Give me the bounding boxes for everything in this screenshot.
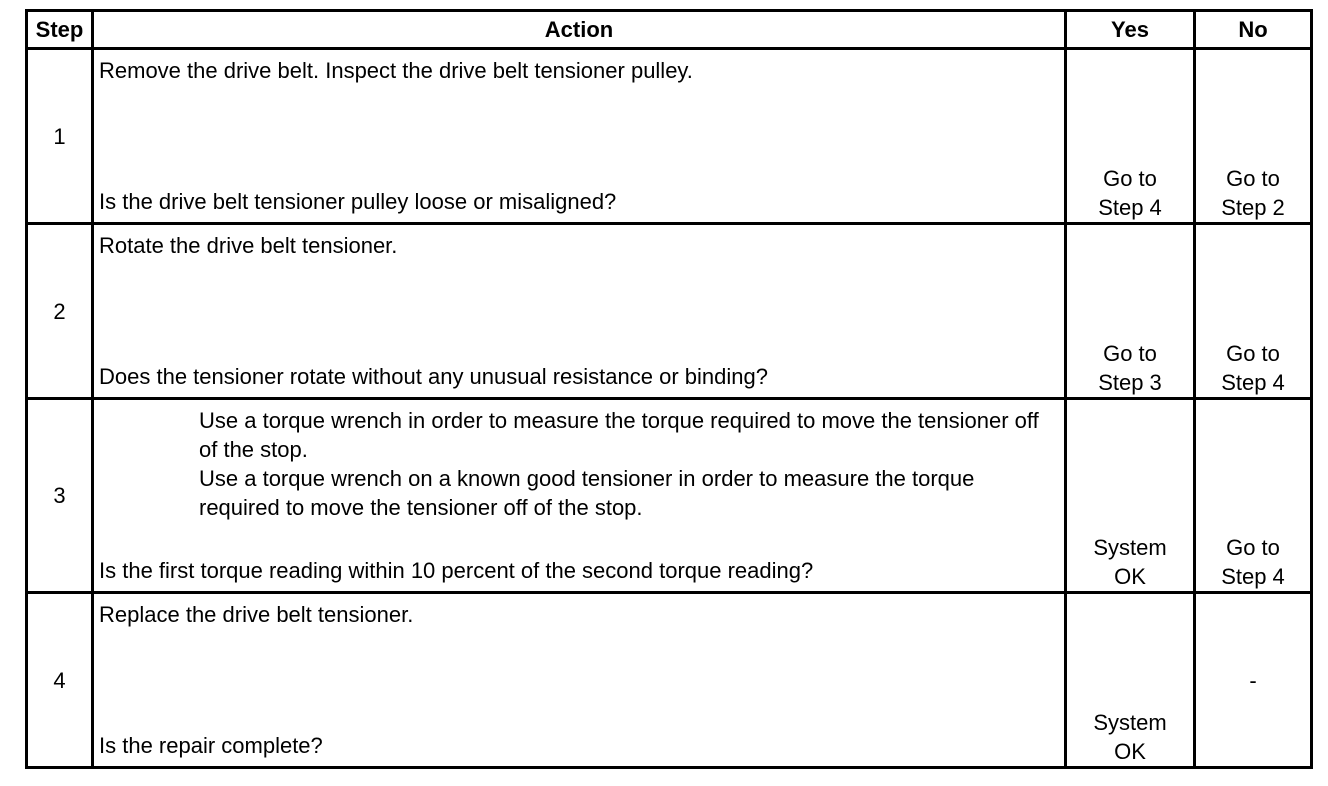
header-no: No xyxy=(1195,11,1312,49)
no-line: Step 2 xyxy=(1221,195,1285,220)
no-line: Go to xyxy=(1226,341,1280,366)
table-row xyxy=(27,224,1312,399)
header-yes: Yes xyxy=(1066,11,1195,49)
action-cell xyxy=(93,224,1066,399)
action-question: Is the repair complete? xyxy=(99,733,323,758)
no-line: Go to xyxy=(1226,166,1280,191)
action-instruction: Replace the drive belt tensioner. xyxy=(99,602,414,627)
no-line: Go to xyxy=(1226,535,1280,560)
yes-cell xyxy=(1066,224,1195,399)
yes-line: OK xyxy=(1114,739,1146,764)
table-row xyxy=(27,49,1312,224)
action-cell xyxy=(93,593,1066,768)
no-cell xyxy=(1195,593,1312,768)
table-row xyxy=(27,593,1312,768)
step-number: 4 xyxy=(27,593,93,768)
header-action: Action xyxy=(93,11,1066,49)
yes-line: Go to xyxy=(1103,166,1157,191)
yes-cell xyxy=(1066,593,1195,768)
no-cell xyxy=(1195,399,1312,593)
action-cell xyxy=(93,399,1066,593)
action-instruction: Rotate the drive belt tensioner. xyxy=(99,233,398,258)
action-instruction: Use a torque wrench on a known good tensioner in order to measure the torque required to move the tensioner off of the stop. xyxy=(199,466,975,520)
yes-line: System xyxy=(1093,535,1167,560)
yes-line: OK xyxy=(1114,564,1146,589)
step-number: 1 xyxy=(27,49,93,224)
header-row xyxy=(27,11,1312,49)
no-line: - xyxy=(1249,667,1257,693)
action-cell xyxy=(93,49,1066,224)
yes-line: System xyxy=(1093,710,1167,735)
action-question: Is the first torque reading within 10 percent of the second torque reading? xyxy=(99,558,814,583)
step-number: 3 xyxy=(27,399,93,593)
table-row xyxy=(27,399,1312,593)
action-instruction: Remove the drive belt. Inspect the drive belt tensioner pulley. xyxy=(99,58,693,83)
yes-line: Step 4 xyxy=(1098,195,1162,220)
yes-cell xyxy=(1066,399,1195,593)
action-question: Is the drive belt tensioner pulley loose or misaligned? xyxy=(99,189,617,214)
no-line: Step 4 xyxy=(1221,370,1285,395)
yes-line: Step 3 xyxy=(1098,370,1162,395)
yes-cell xyxy=(1066,49,1195,224)
no-line: Step 4 xyxy=(1221,564,1285,589)
header-step: Step xyxy=(27,11,93,49)
yes-line: Go to xyxy=(1103,341,1157,366)
diagnostic-table xyxy=(25,9,1313,769)
action-instruction: Use a torque wrench in order to measure the torque required to move the tensioner off of the stop. xyxy=(199,408,1039,462)
step-number: 2 xyxy=(27,224,93,399)
no-cell xyxy=(1195,49,1312,224)
action-question: Does the tensioner rotate without any unusual resistance or binding? xyxy=(99,364,768,389)
no-cell xyxy=(1195,224,1312,399)
